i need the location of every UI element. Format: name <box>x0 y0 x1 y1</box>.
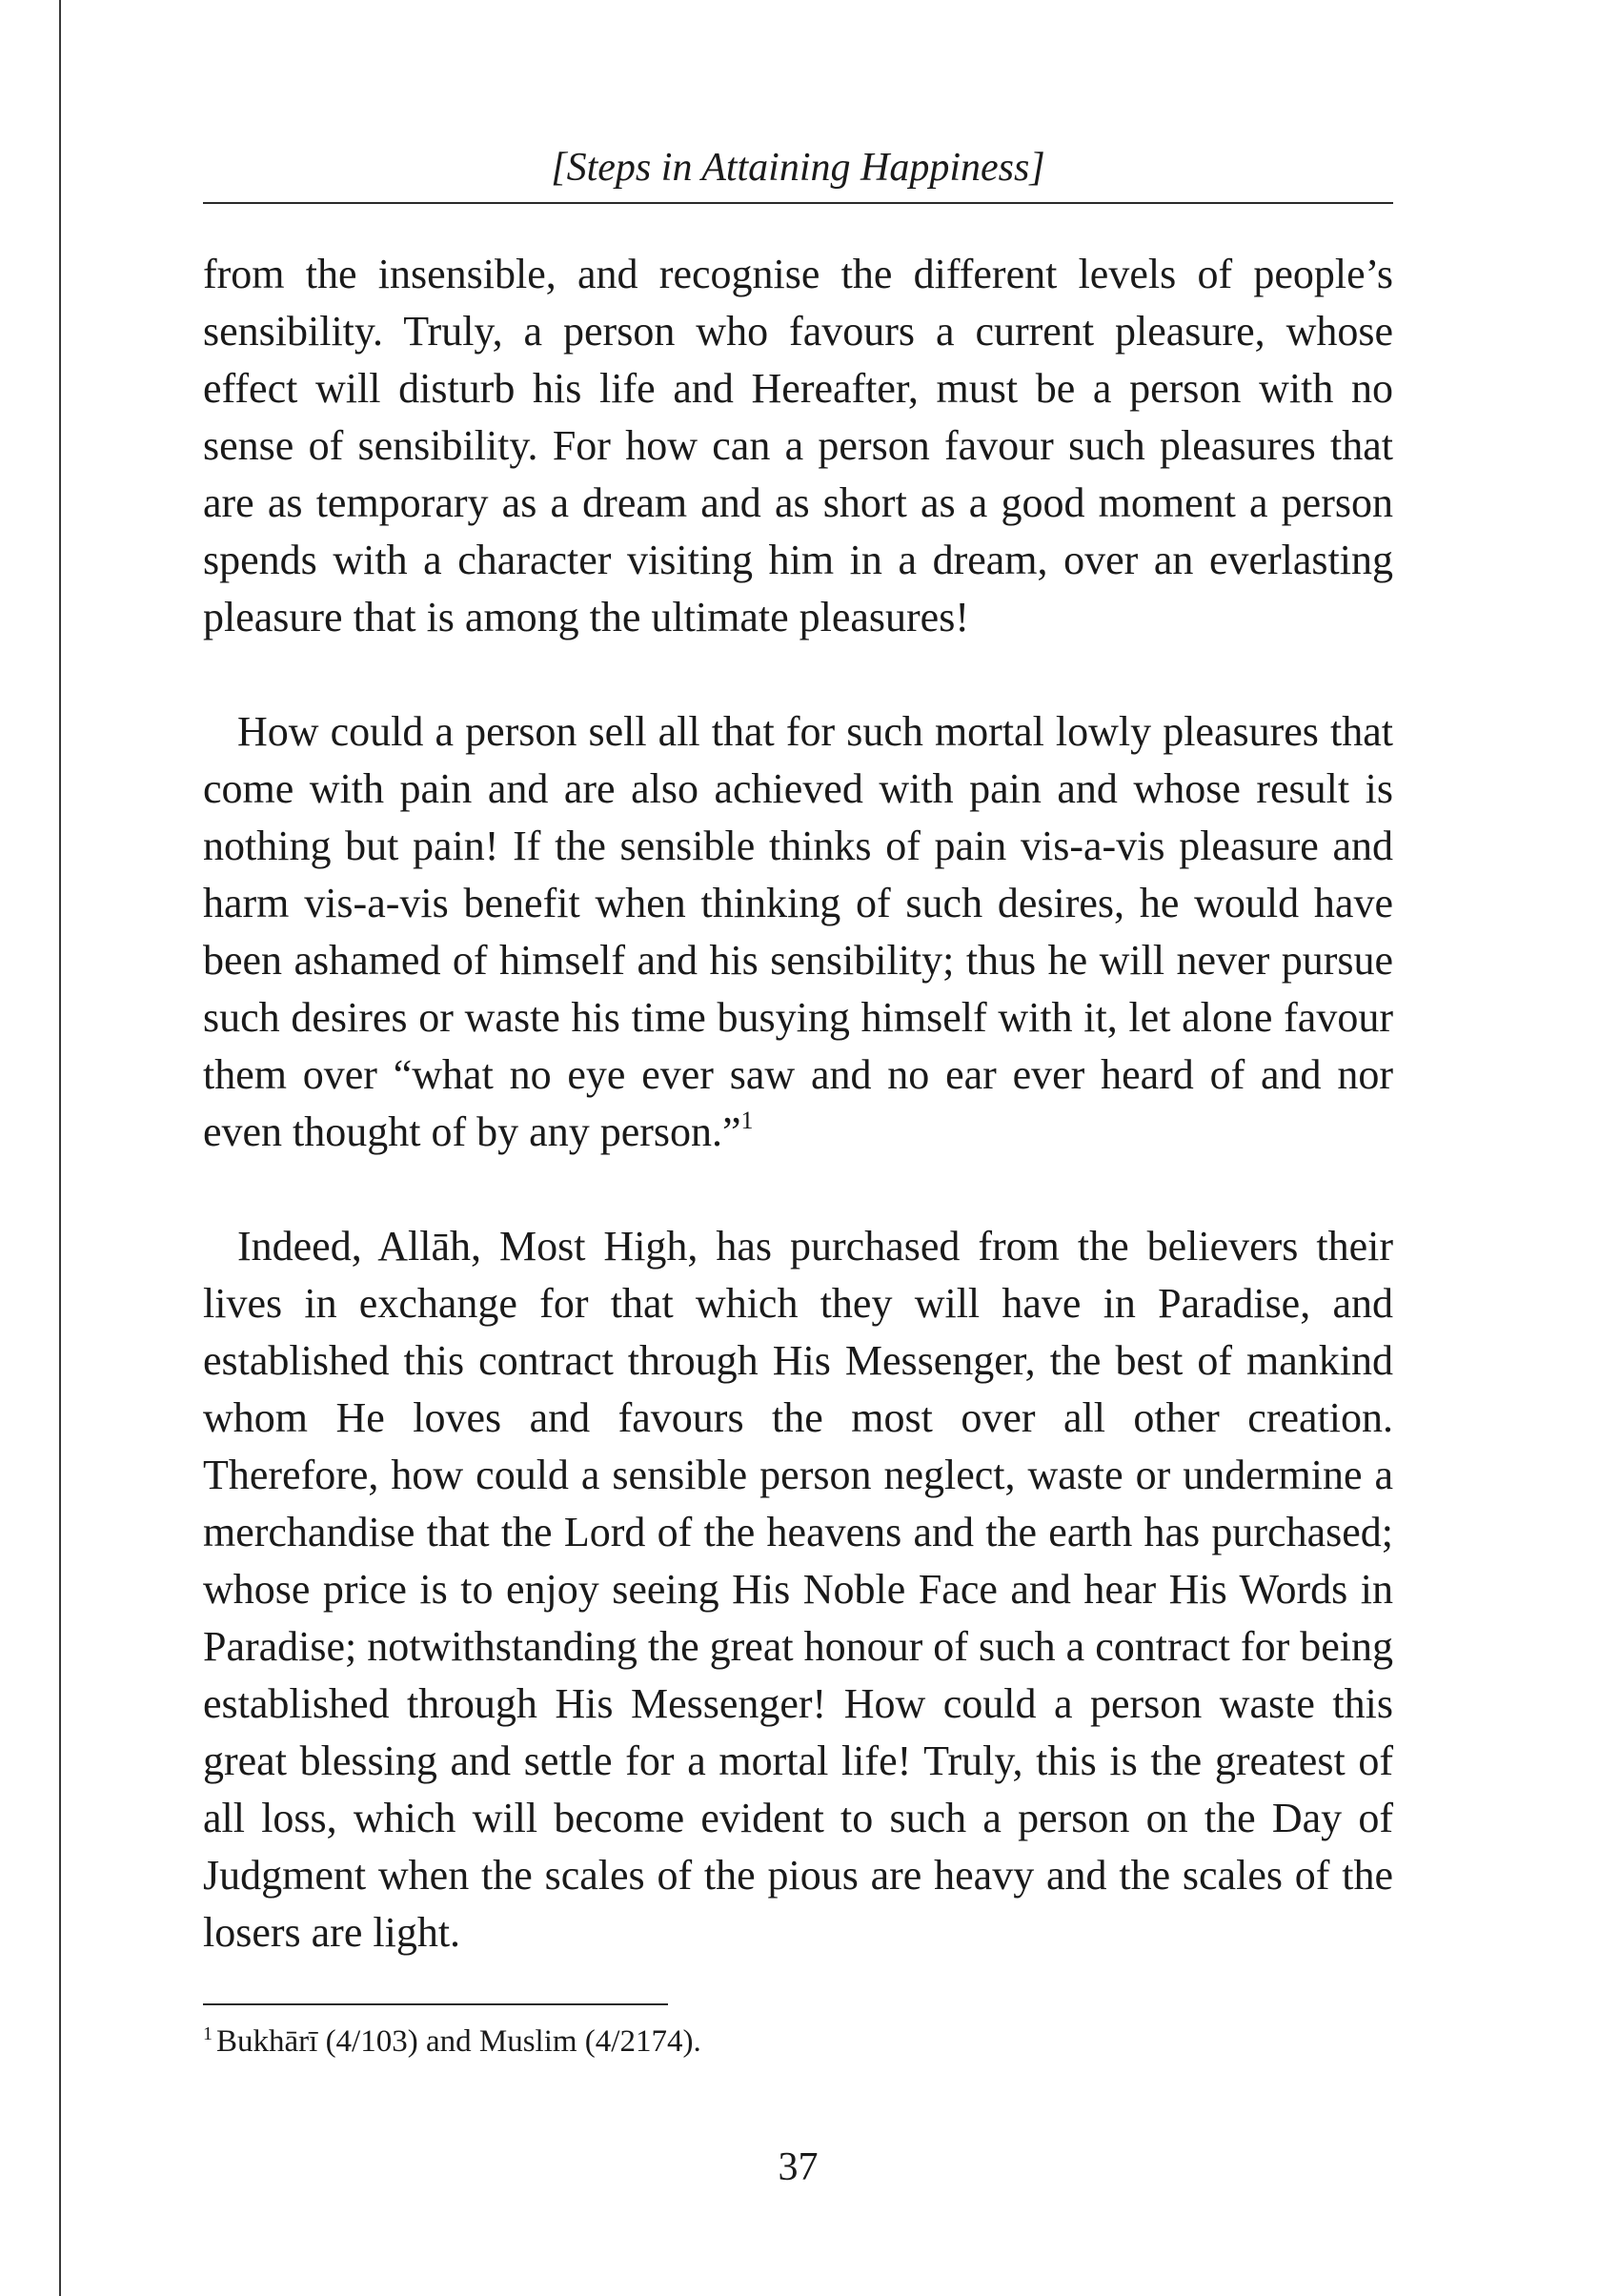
footnote <box>203 2021 701 2062</box>
body-text <box>203 246 1393 2019</box>
paragraph-2-text: How could a person sell all that for such mortal lowly pleasures that come with pain and are also achieved with pain and whose result is nothing but pain! If the sensible thinks of pain vis-a-vis pleasure and harm vis-a-vis benefit when thinking of such desires, he would have been ashamed of himself and his sensibility; thus he will never pursue such desires or waste his time busying himself with it, let alone favour them over “what no eye ever saw and no ear ever heard of and nor even thought of by any person.” <box>203 708 1393 1155</box>
footnote-reference[interactable]: 1 <box>740 1107 754 1134</box>
footnote-rule <box>203 2003 668 2005</box>
footnote-text: Bukhārī (4/103) and Muslim (4/2174). <box>216 2024 701 2059</box>
header-rule <box>203 202 1393 204</box>
paragraph-1-text: from the insensible, and recognise the different levels of people’s sensibility. Truly, a person who favours a current pleasure, whose effect will disturb his life and Hereafter, must be a person with no sense of sensibility. For how can a person favour such pleasures that are as temporary as a dream and as short as a good moment a person spends with a character visiting him in a dream, over an everlasting pleasure that is among the ultimate pleasures! <box>203 251 1393 640</box>
running-header-title: [Steps in Attaining Happiness] <box>551 146 1045 190</box>
paragraph-3 <box>203 1218 1393 1961</box>
paragraph-3-text: Indeed, Allāh, Most High, has purchased from the believers their lives in exchange for that which they will have in Paradise, and established this contract through His Messenger, the best of mankind whom He loves and favours the most over all other creation. Therefore, how could a sensible person neglect, waste or undermine a merchandise that the Lord of the heavens and the earth has purchased; whose price is to enjoy seeing His Noble Face and hear His Words in Paradise; notwithstanding the great honour of such a contract for being established through His Messenger! How could a person waste this great blessing and settle for a mortal life! Truly, this is the greatest of all loss, which will become evident to such a person on the Day of Judgment when the scales of the pious are heavy and the scales of the losers are light. <box>203 1223 1393 1956</box>
page-number: 37 <box>778 2145 819 2189</box>
page-binding-edge <box>59 0 61 2296</box>
paragraph-2 <box>203 703 1393 1161</box>
paragraph-1 <box>203 246 1393 646</box>
footnote-marker: 1 <box>203 2023 213 2044</box>
